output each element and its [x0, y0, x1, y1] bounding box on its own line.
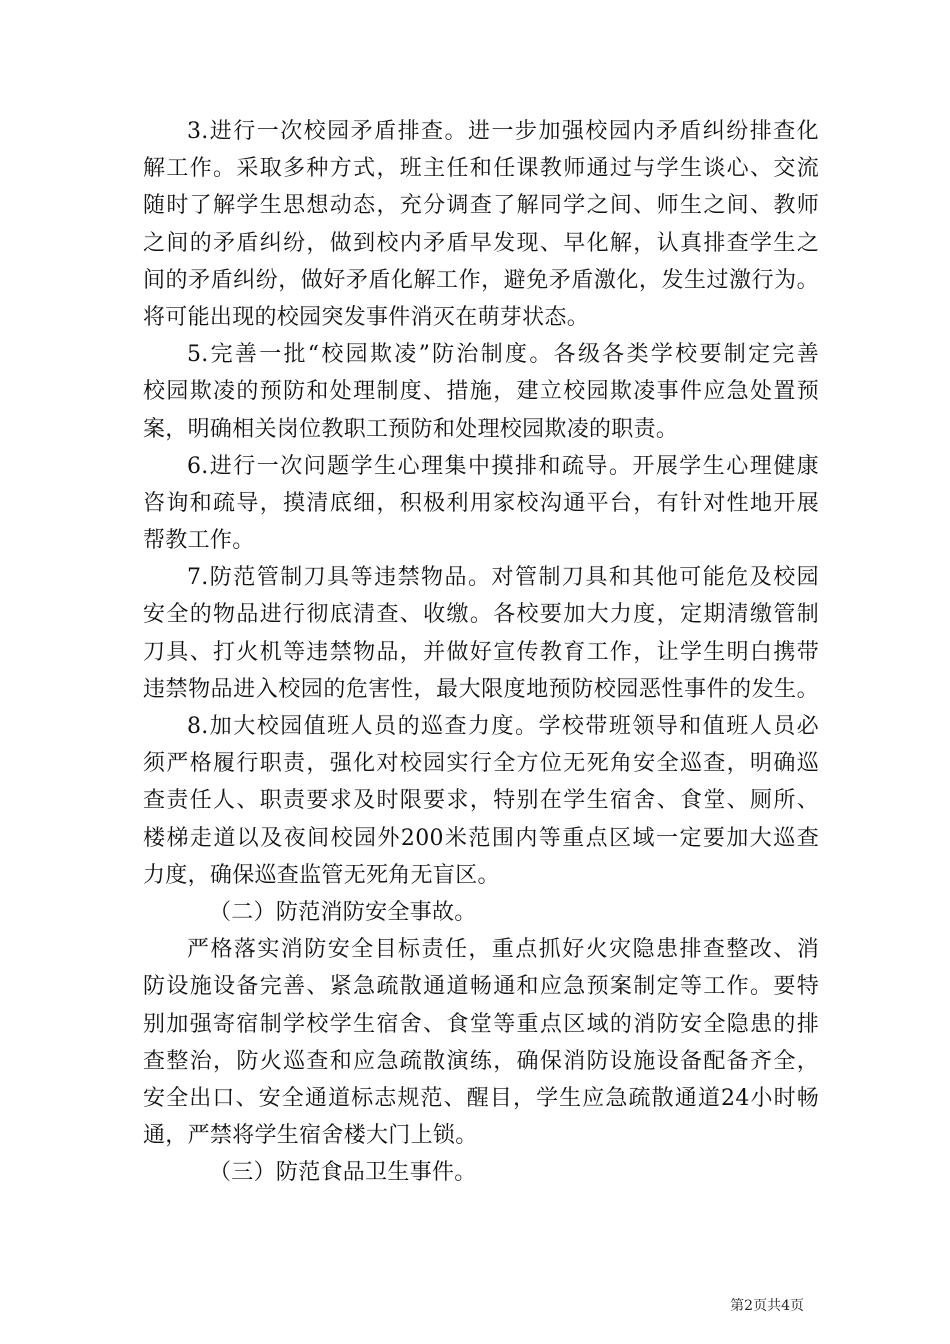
text-line: 查责任人、职责要求及时限要求，特别在学生宿舍、食堂、厕所、: [143, 788, 819, 814]
text-line: 7.防范管制刀具等违禁物品。对管制刀具和其他可能危及校园: [187, 565, 819, 591]
text-line: 咨询和疏导，摸清底细，积极利用家校沟通平台，有针对性地开展: [143, 490, 819, 516]
text-line: 严格落实消防安全目标责任，重点抓好火灾隐患排查整改、消: [187, 937, 819, 963]
text-line: 将可能出现的校园突发事件消灭在萌芽状态。: [143, 304, 590, 330]
page-number: 第2页共4页: [730, 1298, 804, 1314]
text-line: 违禁物品进入校园的危害性，最大限度地预防校园恶性事件的发生。: [143, 676, 819, 702]
text-line: 通，严禁将学生宿舍楼大门上锁。: [143, 1123, 478, 1149]
text-line: 帮教工作。: [143, 528, 255, 554]
text-line: 间的矛盾纠纷，做好矛盾化解工作，避免矛盾激化，发生过激行为。: [143, 267, 819, 293]
text-line: 案，明确相关岗位教职工预防和处理校园欺凌的职责。: [143, 416, 679, 442]
text-line: 防设施设备完善、紧急疏散通道畅通和应急预案制定等工作。要特: [143, 974, 819, 1000]
text-line: 随时了解学生思想动态，充分调查了解同学之间、师生之间、教师: [143, 193, 819, 219]
text-line: 安全出口、安全通道标志规范、醒目，学生应急疏散通道24小时畅: [143, 1085, 819, 1111]
text-line: 楼梯走道以及夜间校园外200米范围内等重点区域一定要加大巡查: [143, 825, 819, 851]
document-body: [143, 113, 819, 1191]
text-line: 8.加大校园值班人员的巡查力度。学校带班领导和值班人员必: [187, 714, 819, 739]
text-line: 刀具、打火机等违禁物品，并做好宣传教育工作，让学生明白携带: [143, 639, 819, 665]
text-line: （二）防范消防安全事故。: [209, 899, 477, 925]
text-line: 力度，确保巡查监管无死角无盲区。: [143, 862, 500, 888]
text-line: 之间的矛盾纠纷，做到校内矛盾早发现、早化解，认真排查学生之: [143, 230, 819, 256]
text-line: 校园欺凌的预防和处理制度、措施，建立校园欺凌事件应急处置预: [143, 379, 819, 405]
text-line: 6.进行一次问题学生心理集中摸排和疏导。开展学生心理健康: [187, 453, 819, 479]
text-line: 安全的物品进行彻底清查、收缴。各校要加大力度，定期清缴管制: [143, 602, 819, 628]
text-line: 须严格履行职责，强化对校园实行全方位无死角安全巡查，明确巡: [143, 751, 819, 777]
text-line: 解工作。采取多种方式，班主任和任课教师通过与学生谈心、交流: [143, 156, 819, 182]
text-line: （三）防范食品卫生事件。: [209, 1160, 477, 1186]
text-line: 3.进行一次校园矛盾排查。进一步加强校园内矛盾纠纷排查化: [187, 119, 819, 144]
text-line: 查整治，防火巡查和应急疏散演练，确保消防设施设备配备齐全，: [143, 1048, 819, 1074]
text-line: 别加强寄宿制学校学生宿舍、食堂等重点区域的消防安全隐患的排: [143, 1011, 819, 1037]
text-line: 5.完善一批“校园欺凌”防治制度。各级各类学校要制定完善: [187, 342, 819, 368]
